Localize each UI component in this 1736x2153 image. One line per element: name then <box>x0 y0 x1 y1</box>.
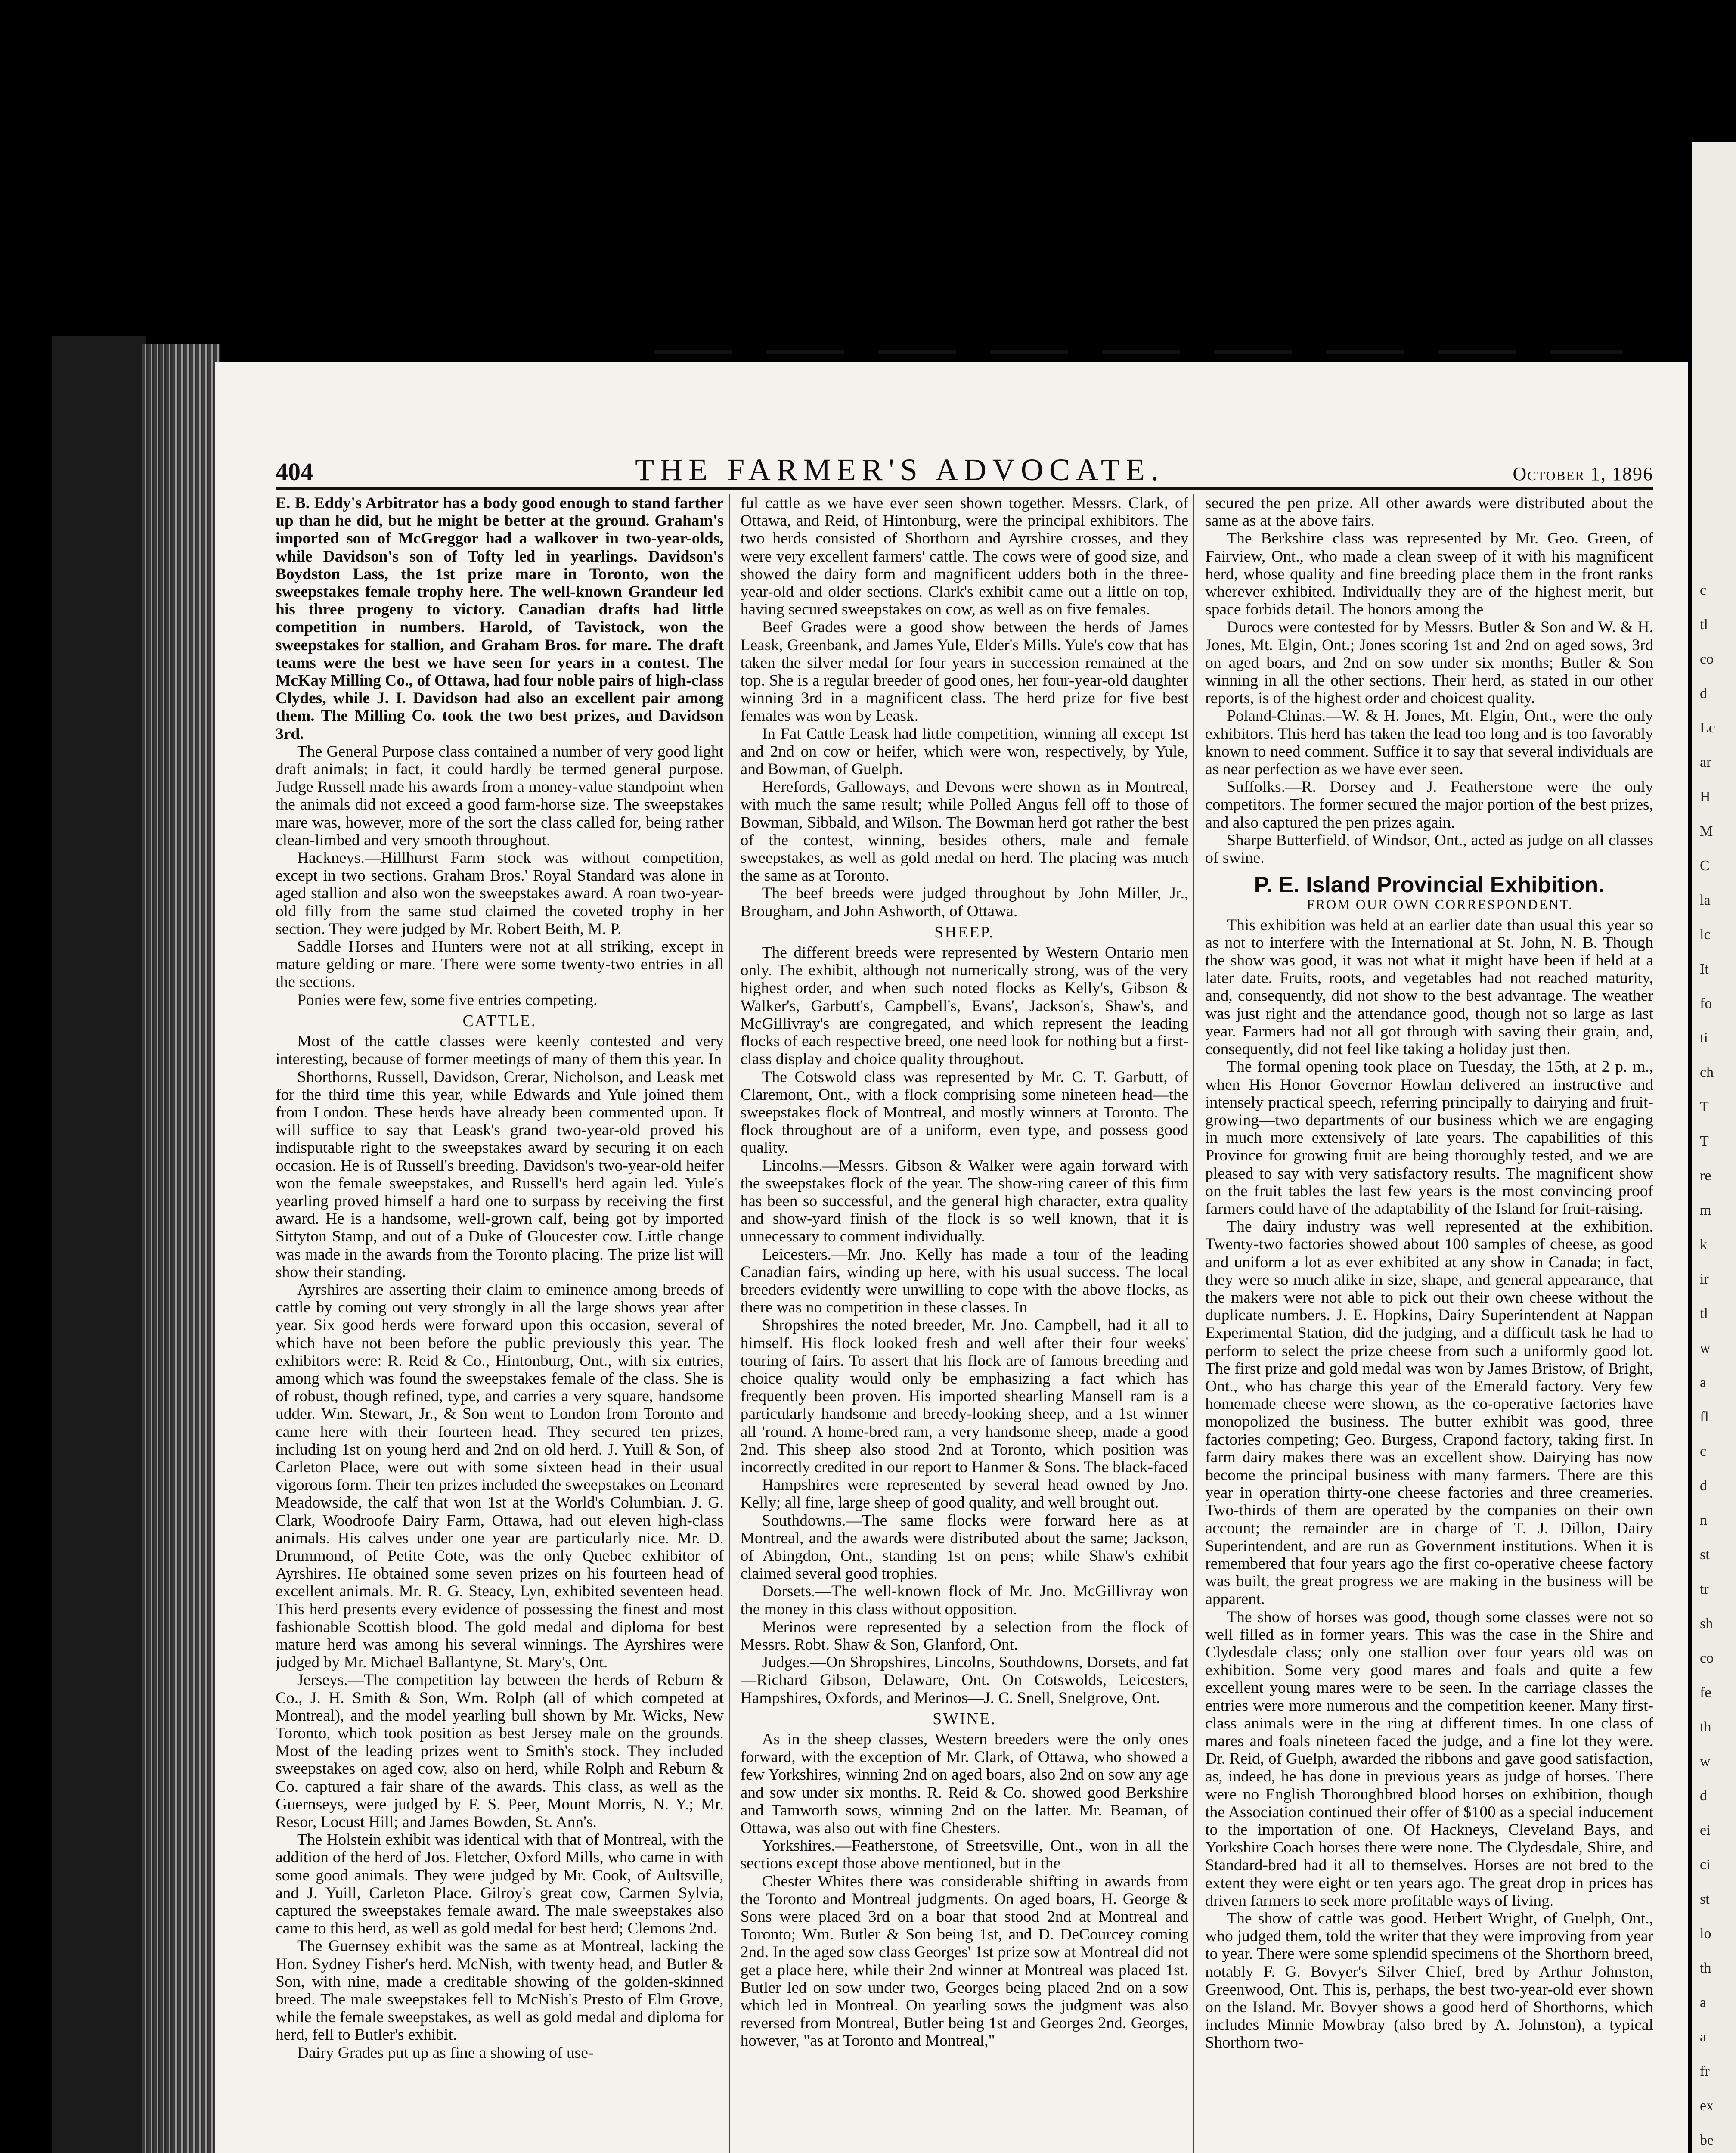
top-rule <box>654 350 1623 354</box>
paragraph: Merinos were represented by a selection from the flock of Messrs. Robt. Shaw & Son, Glanford, Ont. <box>740 1618 1189 1654</box>
facing-page-fragment: Lc <box>1700 720 1715 736</box>
book-binding <box>52 336 146 2153</box>
paragraph: Most of the cattle classes were keenly contested and very interesting, because of former meetings of many of them this year. In <box>276 1033 724 1068</box>
column-divider <box>729 494 741 2153</box>
paragraph: In Fat Cattle Leask had little competition, winning all except 1st and 2nd on cow or heifer, which were won, respectively, by Yule, and Bowman, of Guelph. <box>740 725 1189 779</box>
facing-page-fragment: fr <box>1700 2063 1710 2079</box>
facing-page-fragment: M <box>1700 823 1713 839</box>
paragraph: Jerseys.—The competition lay between the herds of Reburn & Co., J. H. Smith & Son, Wm. Rolph (all of which competed at Montreal), and the model yearling bull shown by Mr. Wicks, New Toronto, which took position as best Jersey male on the grounds. Most of the leading prizes went to Smith's stock. They included sweepstakes on aged cow, also on herd, while Rolph and Reburn & Co. captured a fair share of the awards. This class, as well as the Guernseys, were judged by F. S. Peer, Mount Morris, N. Y.; Mr. Resor, Locust Hill; and James Bowden, St. Ann's. <box>276 1671 724 1831</box>
facing-page-fragment: la <box>1700 892 1711 908</box>
paragraph: Dairy Grades put up as fine a showing of use- <box>297 2044 594 2062</box>
paragraph: Herefords, Galloways, and Devons were shown as in Montreal, with much the same result; while Polled Angus fell off to those of Bowman, Sibbald, and Wilson. The Bowman herd got rather the best of the contest, winning, besides others, male and female sweepstakes, as well as gold medal on herd. The placing was much the same as at Toronto. <box>740 778 1189 885</box>
header-rule <box>276 487 1653 490</box>
facing-page-fragment: d <box>1700 686 1707 701</box>
paragraph: Shropshires the noted breeder, Mr. Jno. Campbell, had it all to himself. His flock looked fresh and well after their four weeks' touring of fairs. To assert that his flock are of famous breeding and choice quality would only be emphasizing a fact which has frequently been proven. His imported shearling Mansell ram is a particularly handsome and breedy-looking sheep, and a 1st winner all 'round. A home-bred ram, a very handsome sheep, made a good 2nd. This sheep also stood 2nd at Toronto, which position was incorrectly credited in our report to Hanmer & Sons. The black-faced <box>740 1316 1189 1476</box>
facing-page-fragment: ar <box>1700 754 1711 770</box>
facing-page-fragment: w <box>1700 1753 1711 1769</box>
facing-page-fragment: fe <box>1700 1685 1711 1700</box>
facing-page-fragment: tl <box>1700 617 1708 633</box>
facing-page-fragment: m <box>1700 1202 1711 1218</box>
facing-page-fragment: a <box>1700 2029 1707 2045</box>
paragraph: The show of cattle was good. Herbert Wright, of Guelph, Ont., who judged them, told the writer that they were improving from year to year. There were some splendid specimens of the Shorthorn breed, notably F. G. Bovyer's Silver Chief, bred by Arthur Johnston, Greenwood, Ont. This is, perhaps, the best two-year-old ever shown on the Island. Mr. Bovyer shows a good herd of Shorthorns, which includes Minnie Mowbray (also bred by A. Johnston), a typical Shorthorn two- <box>1205 1910 1653 2052</box>
facing-page-fragment: T <box>1700 1099 1709 1115</box>
page-stack-edge <box>142 344 220 2153</box>
facing-page-fragment: C <box>1700 858 1710 874</box>
paragraph: This exhibition was held at an earlier date than usual this year so as not to interfere with the International at St. John, N. B. Though the show was good, it was not what it might have been if held at a later date. Fruits, roots, and vegetables had not reached maturity, and, consequently, did not show to the best advantage. The weather was just right and the attendance good, though not so large as last year. Farmers had not all got through with saving their grain, and, consequently, did not feel like taking a holiday just then. <box>1205 916 1653 1058</box>
facing-page-fragment: T <box>1700 1133 1709 1149</box>
paragraph: The show of horses was good, though some classes were not so well filled as in former years. This was the case in the Shire and Clydesdale class; only one stallion over four years old was on exhibition. Some very good mares and foals and quite a few excellent young mares were to be seen. In the carriage classes the entries were more numerous and the competition keener. Many first-class animals were in the ring at different times. In one class of mares and foals nineteen faced the judge, and a fine lot they were. Dr. Reid, of Guelph, awarded the ribbons and gave good satisfaction, as, indeed, he has done in previous years as judge of horses. There were no English Thoroughbred blood horses on exhibition, though the Association continued their offer of $100 as a special inducement to the importation of one. Of Hackneys, Cleveland Bays, and Yorkshire Coach horses there were none. The Clydesdale, Shire, and Standard-bred had it all to themselves. Horses are not bred to the extent they were eight or ten years ago. The great drop in prices has driven farmers to seek more profitable ways of living. <box>1205 1608 1653 1910</box>
facing-page-fragment: d <box>1700 1788 1707 1804</box>
paragraph: The formal opening took place on Tuesday, the 15th, at 2 p. m., when His Honor Governor Howlan delivered an instructive and intensely practical speech, referring principally to dairying and fruit-growing—two departments of our business which we are engaging in much more extensively of late years. The capabilities of this Province for growing fruit are being thoroughly tested, and we are pleased to say with very satisfactory results. The magnificent show on the fruit tables the last few years is the most convincing proof farmers could have of the adaptability of the Island for fruit-raising. <box>1205 1058 1653 1218</box>
facing-page-fragment: a <box>1700 1374 1707 1390</box>
column-3 <box>1205 494 1653 2153</box>
facing-page-fragment: co <box>1700 1650 1714 1666</box>
paragraph: Durocs were contested for by Messrs. Butler & Son and W. & H. Jones, Mt. Elgin, Ont.; Jones scoring 1st and 2nd on aged sows, 3rd on aged boars, and 2nd on sow under six months; Butler & Son winning in all the other sections. Their herd, as stated in our other reports, is of the highest order and choicest quality. <box>1205 618 1653 707</box>
paragraph: The Holstein exhibit was identical with that of Montreal, with the addition of the herd of Jos. Fletcher, Oxford Mills, who came in with some good animals. They were judged by Mr. Cook, of Aultsville, and J. Yuill, Carleton Place. Gilroy's great cow, Carmen Sylvia, captured the sweepstakes female award. The male sweepstakes also came to this herd, as well as gold medal for best herd; Clemons 2nd. <box>276 1831 724 1938</box>
facing-page-fragment: ci <box>1700 1857 1711 1873</box>
facing-page-fragment: tl <box>1700 1306 1708 1322</box>
column-1 <box>276 494 724 2153</box>
paragraph: Suffolks.—R. Dorsey and J. Featherstone were the only competitors. The former secured the major portion of the best prizes, and also captured the pen prizes again. <box>1205 778 1653 831</box>
facing-page-fragment: ch <box>1700 1064 1714 1080</box>
facing-page-strip <box>1692 142 1736 2153</box>
facing-page-fragment: c <box>1700 582 1707 598</box>
paragraph: The Cotswold class was represented by Mr. C. T. Garbutt, of Claremont, Ont., with a flock comprising some nineteen head—the sweepstakes flock of Montreal, and mostly winners at Toronto. The flock throughout are of a uniform, even type, and possess good quality. <box>740 1068 1189 1157</box>
paragraph: Lincolns.—Messrs. Gibson & Walker were again forward with the sweepstakes flock of the year. The show-ring career of this firm has been so successful, and the general high character, extra quality and show-yard finish of the flock is so well known, that it is unnecessary to comment individually. <box>740 1157 1189 1246</box>
paragraph: Dorsets.—The well-known flock of Mr. Jno. McGillivray won the money in this class without opposition. <box>740 1582 1189 1618</box>
facing-page-fragment: It <box>1700 961 1709 977</box>
facing-page-fragment: ei <box>1700 1822 1711 1838</box>
paragraph: Shorthorns, Russell, Davidson, Crerar, Nicholson, and Leask met for the third time this year, while Edwards and Yule joined them from London. These herds have already been commented upon. It will suffice to say that Leask's grand two-year-old proved his indisputable right to the sweepstakes award by securing it on each occasion. He is of Russell's breeding. Davidson's two-year-old heifer won the female sweepstakes, and Russell's herd again led. Yule's yearling proved himself a hard one to surpass by receiving the first award. He is a handsome, well-grown calf, being got by imported Sittyton Stamp, and out of a Duke of Gloucester cow. Little change was made in the awards from the Toronto placing. The prize list will show their standing. <box>276 1068 724 1281</box>
facing-page-fragment: st <box>1700 1891 1710 1907</box>
byline: FROM OUR OWN CORRESPONDENT. <box>1307 897 1574 912</box>
column-2 <box>741 494 1189 2153</box>
facing-page-fragment: fo <box>1700 996 1712 1011</box>
paragraph: secured the pen prize. All other awards were distributed about the same as at the above fairs. <box>1205 494 1653 530</box>
facing-page-fragment: ti <box>1700 1030 1708 1046</box>
facing-page-fragment: ir <box>1700 1271 1709 1287</box>
facing-page-fragment: c <box>1700 1443 1707 1459</box>
paragraph: The different breeds were represented by Western Ontario men only. The exhibit, although not numerically strong, was of the very highest order, and when such noted flocks as Kelly's, Gibson & Walker's, Garbutt's, Campbell's, Evans', Jackson's, Shaw's, and McGillivray's are congregated, and which represent the leading flocks of each respective breed, one need look for nothing but a first-class display and choice quality throughout. <box>740 944 1189 1068</box>
facing-page-fragment: lo <box>1700 1926 1711 1942</box>
facing-page-fragment: th <box>1700 1719 1711 1735</box>
facing-page-fragment: re <box>1700 1168 1711 1184</box>
paragraph: The Berkshire class was represented by Mr. Geo. Green, of Fairview, Ont., who made a clean sweep of it with his magnificent herd, whose quality and fine breeding place them in the front ranks wherever exhibited. Individually they are of the highest merit, but space forbids detail. The honors among the <box>1205 530 1653 619</box>
paragraph: ful cattle as we have ever seen shown together. Messrs. Clark, of Ottawa, and Reid, of Hintonburg, were the principal exhibitors. The two herds consisted of Shorthorn and Ayrshire crosses, and they were very excellent farmers' cattle. The cows were of good size, and showed the dairy form and magnificent udders both in the three-year-old and older sections. Clark's exhibit came out a little on top, having secured sweepstakes on cow, as well as on five females. <box>740 494 1189 619</box>
facing-page-fragment: sh <box>1700 1616 1713 1632</box>
paragraph: The beef breeds were judged throughout by John Miller, Jr., Brougham, and John Ashworth, of Ottawa. <box>740 884 1189 920</box>
paragraph: Saddle Horses and Hunters were not at all striking, except in mature gelding or mare. There were some twenty-two entries in all the sections. <box>276 938 724 991</box>
facing-page-fragment: ex <box>1700 2098 1714 2114</box>
paragraph: As in the sheep classes, Western breeders were the only ones forward, with the exception of Mr. Clark, of Ottawa, who showed a few Yorkshires, winning 2nd on aged boars, also 2nd on sow any age and sow under six months. R. Reid & Co. showed good Berkshire and Tamworth sows, winning 2nd on the latter. Mr. Beaman, of Ottawa, was also out with fine Chesters. <box>740 1731 1189 1837</box>
paragraph: Ponies were few, some five entries competing. <box>297 991 598 1009</box>
article-columns <box>276 494 1653 2153</box>
paragraph: Yorkshires.—Featherstone, of Streetsville, Ont., won in all the sections except those above mentioned, but in the <box>740 1837 1189 1873</box>
page-number: 404 <box>276 458 313 486</box>
paragraph: Hampshires were represented by several head owned by Jno. Kelly; all fine, large sheep of good quality, and well brought out. <box>740 1476 1189 1512</box>
section-heading: SHEEP. <box>934 923 995 941</box>
paragraph: Ayrshires are asserting their claim to eminence among breeds of cattle by coming out very strongly in all the large shows year after year. Six good herds were forward upon this occasion, several of which have not been before the public previously this year. The exhibitors were: R. Reid & Co., Hintonburg, Ont., with six entries, among which was found the sweepstakes female of the class. She is of robust, though refined, type, and carries a very square, handsome udder. Wm. Stewart, Jr., & Son went to London from Toronto and came here with their fourteen head. They secured ten prizes, including 1st on young herd and 2nd on old herd. J. Yuill & Son, of Carleton Place, were out with some sixteen head in their usual vigorous form. Their ten prizes included the sweepstakes on Leonard Meadowside, the calf that won 1st at the World's Columbian. J. G. Clark, Woodroofe Dairy Farm, Ottawa, had out eleven high-class animals. His calves under one year are particularly nice. Mr. D. Drummond, of Petite Cote, was the only Quebec exhibitor of Ayrshires. He obtained some seven prizes on his fourteen head of excellent animals. Mr. R. G. Steacy, Lyn, exhibited seventeen head. This herd presents every evidence of possessing the finest and most fashionable Scottish blood. The gold medal and diploma for best mature herd was among his several winnings. The Ayrshires were judged by Mr. Michael Ballantyne, St. Mary's, Ont. <box>276 1281 724 1672</box>
paragraph: Sharpe Butterfield, of Windsor, Ont., acted as judge on all classes of swine. <box>1205 831 1653 867</box>
paragraph: Hackneys.—Hillhurst Farm stock was without competition, except in two sections. Graham Bros.' Royal Standard was alone in aged stallion and also won the sweepstakes award. A roan two-year-old filly from the same stud claimed the coveted trophy in her section. They were judged by Mr. Robert Beith, M. P. <box>276 849 724 938</box>
paragraph: Leicesters.—Mr. Jno. Kelly has made a tour of the leading Canadian fairs, winding up here, with his usual success. The local breeders evidently were unwilling to cope with the above flocks, as there was no competition in these classes. In <box>740 1245 1189 1317</box>
paragraph: Chester Whites there was considerable shifting in awards from the Toronto and Montreal judgments. On aged boars, H. George & Sons were placed 3rd on a boar that stood 2nd at Montreal and Toronto; Wm. Butler & Son being 1st, and D. DeCourcey coming 2nd. In the aged sow class Georges' 1st prize sow at Montreal did not get a place here, while their 2nd winner at Montreal was placed 1st. Butler led on sow under two, Georges being placed 2nd on a sow which led in Montreal. On yearling sows the judgment was also reversed from Montreal, Butler being 1st and Georges 2nd. Georges, however, "as at Toronto and Montreal," <box>740 1872 1189 2050</box>
facing-page-fragment: th <box>1700 1960 1711 1976</box>
page-header <box>276 452 1653 487</box>
paragraph: E. B. Eddy's Arbitrator has a body good enough to stand farther up than he did, but he might be better at the ground. Graham's imported son of McGreggor had a walkover in two-year-olds, while Davidson's son of Tofty led in yearlings. Davidson's Boydston Lass, the 1st prize mare in Toronto, won the sweepstakes female trophy here. The well-known Grandeur led his three progeny to victory. Canadian drafts had little competition in numbers. Harold, of Tavistock, won the sweepstakes for stallion, and Graham Bros. for mare. The draft teams were the best we have seen for years in a contest. The McKay Milling Co., of Ottawa, had four noble pairs of high-class Clydes, while J. I. Davidson had also an excellent pair among them. The Milling Co. took the two best prizes, and Davidson 3rd. <box>276 494 724 743</box>
facing-page-fragment: a <box>1700 1995 1707 2010</box>
facing-page-fragment: lc <box>1700 927 1711 943</box>
paragraph: The General Purpose class contained a number of very good light draft animals; in fact, it could hardly be termed general purpose. Judge Russell made his awards from a money-value standpoint when the animals did not exceed a good farm-horse size. The sweepstakes mare was, however, more of the sort the class called for, being rather clean-limbed and very smooth throughout. <box>276 742 724 849</box>
paragraph: The Guernsey exhibit was the same as at Montreal, lacking the Hon. Sydney Fisher's herd. McNish, with twenty head, and Butler & Son, with nine, made a creditable showing of the golden-skinned breed. The male sweepstakes fell to McNish's Presto of Elm Grove, while the female sweepstakes, as well as gold medal and diploma for herd, fell to Butler's exhibit. <box>276 1937 724 2044</box>
article-title: P. E. Island Provincial Exhibition. <box>1254 872 1605 898</box>
facing-page-fragment: n <box>1700 1512 1707 1528</box>
paragraph: The dairy industry was well represented at the exhibition. Twenty-two factories showed about 100 samples of cheese, as good and uniform a lot as ever exhibited at any show in Canada; in fact, they were so much alike in size, shape, and general appearance, that the makers were not able to pick out their own cheese without the duplicate numbers. J. E. Hopkins, Dairy Superintendent at Nappan Experimental Station, did the judging, and a difficult task he had to perform to select the prize cheese from such a uniformly good lot. The first prize and gold medal was won by James Bristow, of Bright, Ont., who has charge this year of the Emerald factory. Very few homemade cheese were shown, as the co-operative factories have monopolized the business. The butter exhibit was good, three factories competing; Geo. Burgess, Crapond factory, taking first. In farm dairy makes there was an excellent show. Dairying has now become the principal business with many farmers. There are this year in operation thirty-one cheese factories and three creameries. Two-thirds of them are operated by the companies on their own account; the remainder are in charge of T. J. Dillon, Dairy Superintendent, and are run as Government institutions. When it is remembered that four years ago the first co-operative cheese factory was built, the great progress we are making in the business will be apparent. <box>1205 1218 1653 1608</box>
facing-page-fragment: st <box>1700 1547 1710 1563</box>
paragraph: Beef Grades were a good show between the herds of James Leask, Greenbank, and James Yule, Elder's Mills. Yule's cow that has taken the silver medal for four years in succession remained at the top. She is a regular breeder of good ones, her four-year-old daughter winning 3rd in a magnificent class. The herd prize for five best females was won by Leask. <box>740 618 1189 725</box>
facing-page-fragment: tr <box>1700 1581 1709 1597</box>
facing-page-fragment: co <box>1700 651 1714 667</box>
facing-page-fragment: fl <box>1700 1409 1709 1425</box>
facing-page-fragment: H <box>1700 789 1711 805</box>
paragraph: Judges.—On Shropshires, Lincolns, Southdowns, Dorsets, and fat—Richard Gibson, Delaware, Ont. On Cotswolds, Leicesters, Hampshires, Oxfords, and Merinos—J. C. Snell, Snelgrove, Ont. <box>740 1654 1189 1707</box>
issue-date: October 1, 1896 <box>1513 463 1653 484</box>
paragraph: Southdowns.—The same flocks were forward here as at Montreal, and the awards were distributed about the same; Jackson, of Abingdon, Ont., standing 1st on pens; while Shaw's exhibit claimed several good trophies. <box>740 1511 1189 1583</box>
facing-page-fragment: d <box>1700 1478 1707 1494</box>
section-heading: SWINE. <box>933 1709 996 1728</box>
facing-page-fragment: k <box>1700 1237 1707 1253</box>
journal-title: THE FARMER'S ADVOCATE. <box>635 453 1165 487</box>
section-heading: CATTLE. <box>462 1011 537 1030</box>
facing-page-fragment: w <box>1700 1340 1711 1356</box>
column-divider <box>1194 494 1205 2153</box>
paragraph: Poland-Chinas.—W. & H. Jones, Mt. Elgin, Ont., were the only exhibitors. This herd has taken the lead too long and is too favorably known to need comment. Suffice it to say that several individuals are as near perfection as we have ever seen. <box>1205 707 1653 779</box>
facing-page-fragment: be <box>1700 2132 1714 2148</box>
